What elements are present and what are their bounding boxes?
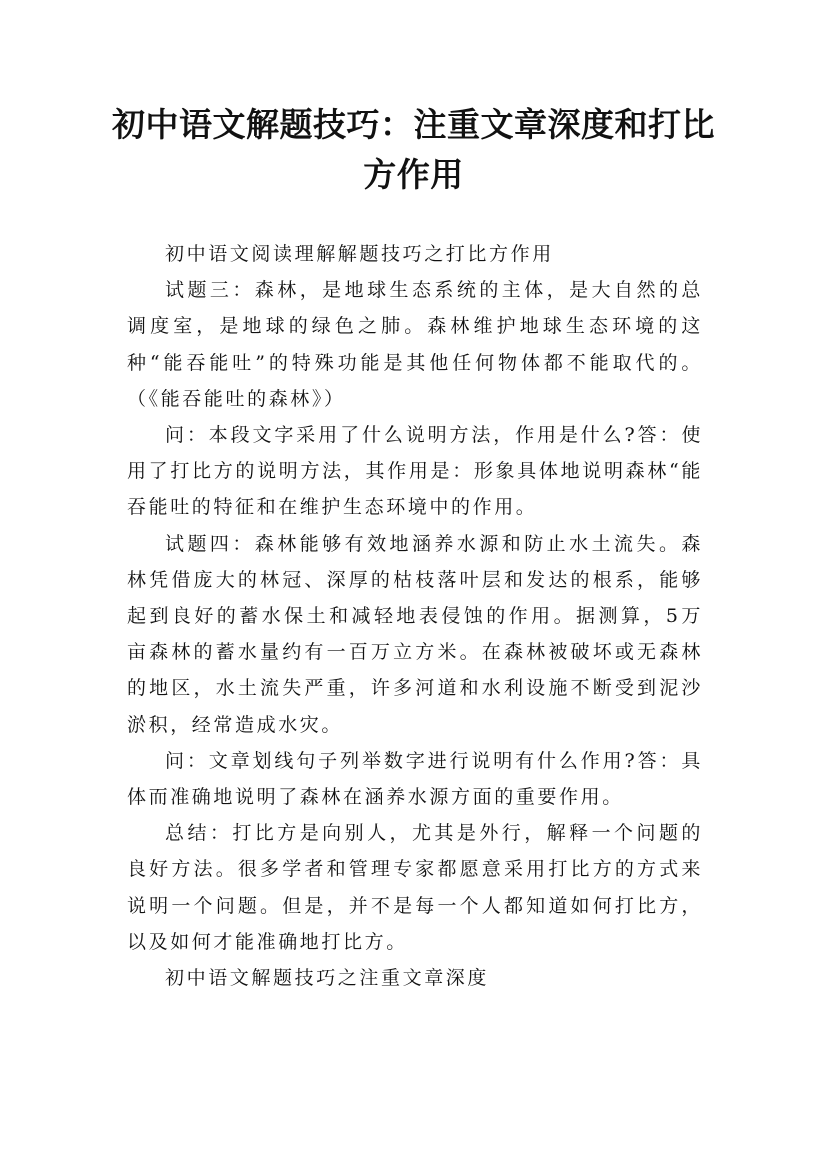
- paragraph-summary: 总结：打比方是向别人，尤其是外行，解释一个问题的良好方法。很多学者和管理专家都愿意采用打比方的方式来说明一个问题。但是，并不是每一个人都知道如何打比方，以及如何才能准确地打比方。: [127, 822, 703, 953]
- section-heading-depth: 初中语文解题技巧之注重文章深度: [165, 967, 490, 990]
- paragraph-answer-four: 问：文章划线句子列举数字进行说明有什么作用?答：具体而准确地说明了森林在涵养水源方面的重要作用。: [127, 749, 703, 809]
- paragraph-question-three: 试题三：森林，是地球生态系统的主体，是大自然的总调度室，是地球的绿色之肺。森林维护地球生态环境的这种“能吞能吐”的特殊功能是其他任何物体都不能取代的。（《能吞能吐的森林》）: [127, 279, 703, 410]
- document-title: 初中语文解题技巧：注重文章深度和打比方作用: [112, 105, 715, 194]
- document-body: [127, 236, 703, 996]
- paragraph-question-four: 试题四：森林能够有效地涵养水源和防止水土流失。森林凭借庞大的林冠、深厚的枯枝落叶层和发达的根系，能够起到良好的蓄水保土和减轻地表侵蚀的作用。据测算，5万亩森林的蓄水量约有一百万立方米。在森林被破坏或无森林的地区，水土流失严重，许多河道和水利设施不断受到泥沙淤积，经常造成水灾。: [127, 532, 703, 736]
- section-heading-analogy: 初中语文阅读理解解题技巧之打比方作用: [165, 243, 554, 265]
- paragraph-answer-three: 问：本段文字采用了什么说明方法，作用是什么?答：使用了打比方的说明方法，其作用是：形象具体地说明森林“能吞能吐的特征和在维护生态环境中的作用。: [127, 424, 703, 519]
